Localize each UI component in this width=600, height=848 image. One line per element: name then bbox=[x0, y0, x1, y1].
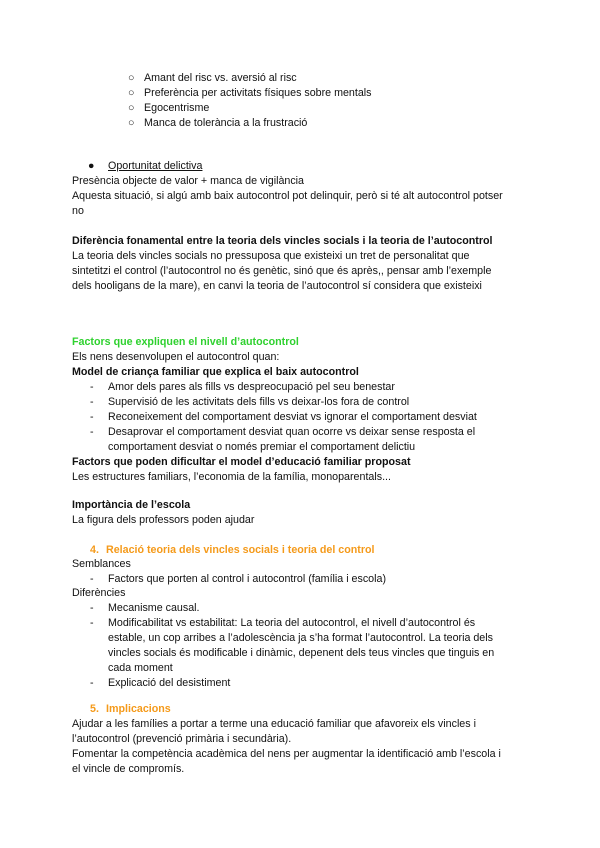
list-item-continuation: cada moment bbox=[108, 662, 173, 674]
circle-bullet-icon: ○ bbox=[128, 102, 135, 114]
diferencies-label: Diferències bbox=[72, 587, 126, 599]
factors-heading: Factors que expliquen el nivell d’autocontrol bbox=[72, 336, 299, 348]
disc-bullet-icon: ● bbox=[88, 160, 95, 172]
oportunitat-heading: ● Oportunitat delictiva bbox=[88, 160, 203, 172]
dash-bullet-icon: - bbox=[90, 573, 94, 585]
paragraph-line: Presència objecte de valor + manca de vigilància bbox=[72, 175, 304, 187]
relacio-heading: 4. Relació teoria dels vincles socials i teoria del control bbox=[90, 544, 375, 556]
list-item-continuation: vincles socials és modificable i dinàmic, depenent dels teus vincles que tinguis en bbox=[108, 647, 495, 659]
list-item: - Mecanisme causal. bbox=[90, 602, 200, 614]
paragraph-line: La teoria dels vincles socials no pressuposa que existeixi un tret de personalitat que bbox=[72, 250, 470, 262]
paragraph-line: Ajudar a les famílies a portar a terme una educació familiar que afavoreix els vincles i bbox=[72, 718, 476, 730]
circle-bullet-icon: ○ bbox=[128, 87, 135, 99]
list-item: ○ Manca de tolerància a la frustració bbox=[128, 117, 308, 129]
list-item: - Amor dels pares als fills vs despreocupació pel seu benestar bbox=[90, 381, 395, 393]
paragraph-line: Fomentar la competència acadèmica del nens per augmentar la identificació amb l’escola i bbox=[72, 748, 501, 760]
list-item: - Supervisió de les activitats dels fills vs deixar-los fora de control bbox=[90, 396, 410, 408]
list-item: ○ Amant del risc vs. aversió al risc bbox=[128, 72, 297, 84]
dash-bullet-icon: - bbox=[90, 602, 94, 614]
escola-heading: Importància de l’escola bbox=[72, 499, 191, 511]
paragraph-line: dels hooligans de la mare), en canvi la teoria de l’autocontrol sí considera que existeixi bbox=[72, 280, 482, 292]
dash-bullet-icon: - bbox=[90, 411, 94, 423]
list-item: ○ Egocentrisme bbox=[128, 102, 210, 114]
paragraph-line: Aquesta situació, si algú amb baix autocontrol pot delinquir, però si té alt autocontrol potser bbox=[72, 190, 503, 202]
paragraph-line: el vincle de compromís. bbox=[72, 763, 185, 775]
dificultar-text: Les estructures familiars, l’economia de la família, monoparentals... bbox=[72, 471, 391, 483]
factors-intro: Els nens desenvolupen el autocontrol quan: bbox=[72, 351, 280, 363]
paragraph-line: l’autocontrol (prevenció primària i secundària). bbox=[72, 733, 292, 745]
list-item-continuation: comportament desviat o només premiar el comportament delictiu bbox=[108, 441, 416, 453]
list-item: - Desaprovar el comportament desviat quan ocorre vs deixar sense resposta el bbox=[90, 426, 476, 438]
implicacions-heading: 5. Implicacions bbox=[90, 703, 171, 715]
list-item: - Explicació del desistiment bbox=[90, 677, 231, 689]
diferencia-heading: Diferència fonamental entre la teoria dels vincles socials i la teoria de l’autocontrol bbox=[72, 235, 493, 247]
semblances-label: Semblances bbox=[72, 558, 131, 570]
list-item-continuation: estable, un cop arribes a l’adolescència ja s’ha format l’autocontrol. La teoria dels bbox=[108, 632, 493, 644]
circle-bullet-icon: ○ bbox=[128, 72, 135, 84]
dash-bullet-icon: - bbox=[90, 617, 94, 629]
list-item: - Modificabilitat vs estabilitat: La teoria del autocontrol, el nivell d’autocontrol és bbox=[90, 617, 476, 629]
dash-bullet-icon: - bbox=[90, 426, 94, 438]
dash-bullet-icon: - bbox=[90, 677, 94, 689]
list-item: ○ Preferència per activitats físiques sobre mentals bbox=[128, 87, 372, 99]
model-heading: Model de criança familiar que explica el baix autocontrol bbox=[72, 366, 359, 378]
list-item: - Reconeixement del comportament desviat vs ignorar el comportament desviat bbox=[90, 411, 477, 423]
paragraph-line: sintetitzi el control (l’autocontrol no és genètic, sinó que és après,, pensar amb l’exemple bbox=[72, 265, 492, 277]
paragraph-line: no bbox=[72, 205, 84, 217]
dificultar-heading: Factors que poden dificultar el model d’educació familiar proposat bbox=[72, 456, 411, 468]
list-item: - Factors que porten al control i autocontrol (família i escola) bbox=[90, 573, 387, 585]
escola-text: La figura dels professors poden ajudar bbox=[72, 514, 255, 526]
dash-bullet-icon: - bbox=[90, 381, 94, 393]
dash-bullet-icon: - bbox=[90, 396, 94, 408]
circle-bullet-icon: ○ bbox=[128, 117, 135, 129]
